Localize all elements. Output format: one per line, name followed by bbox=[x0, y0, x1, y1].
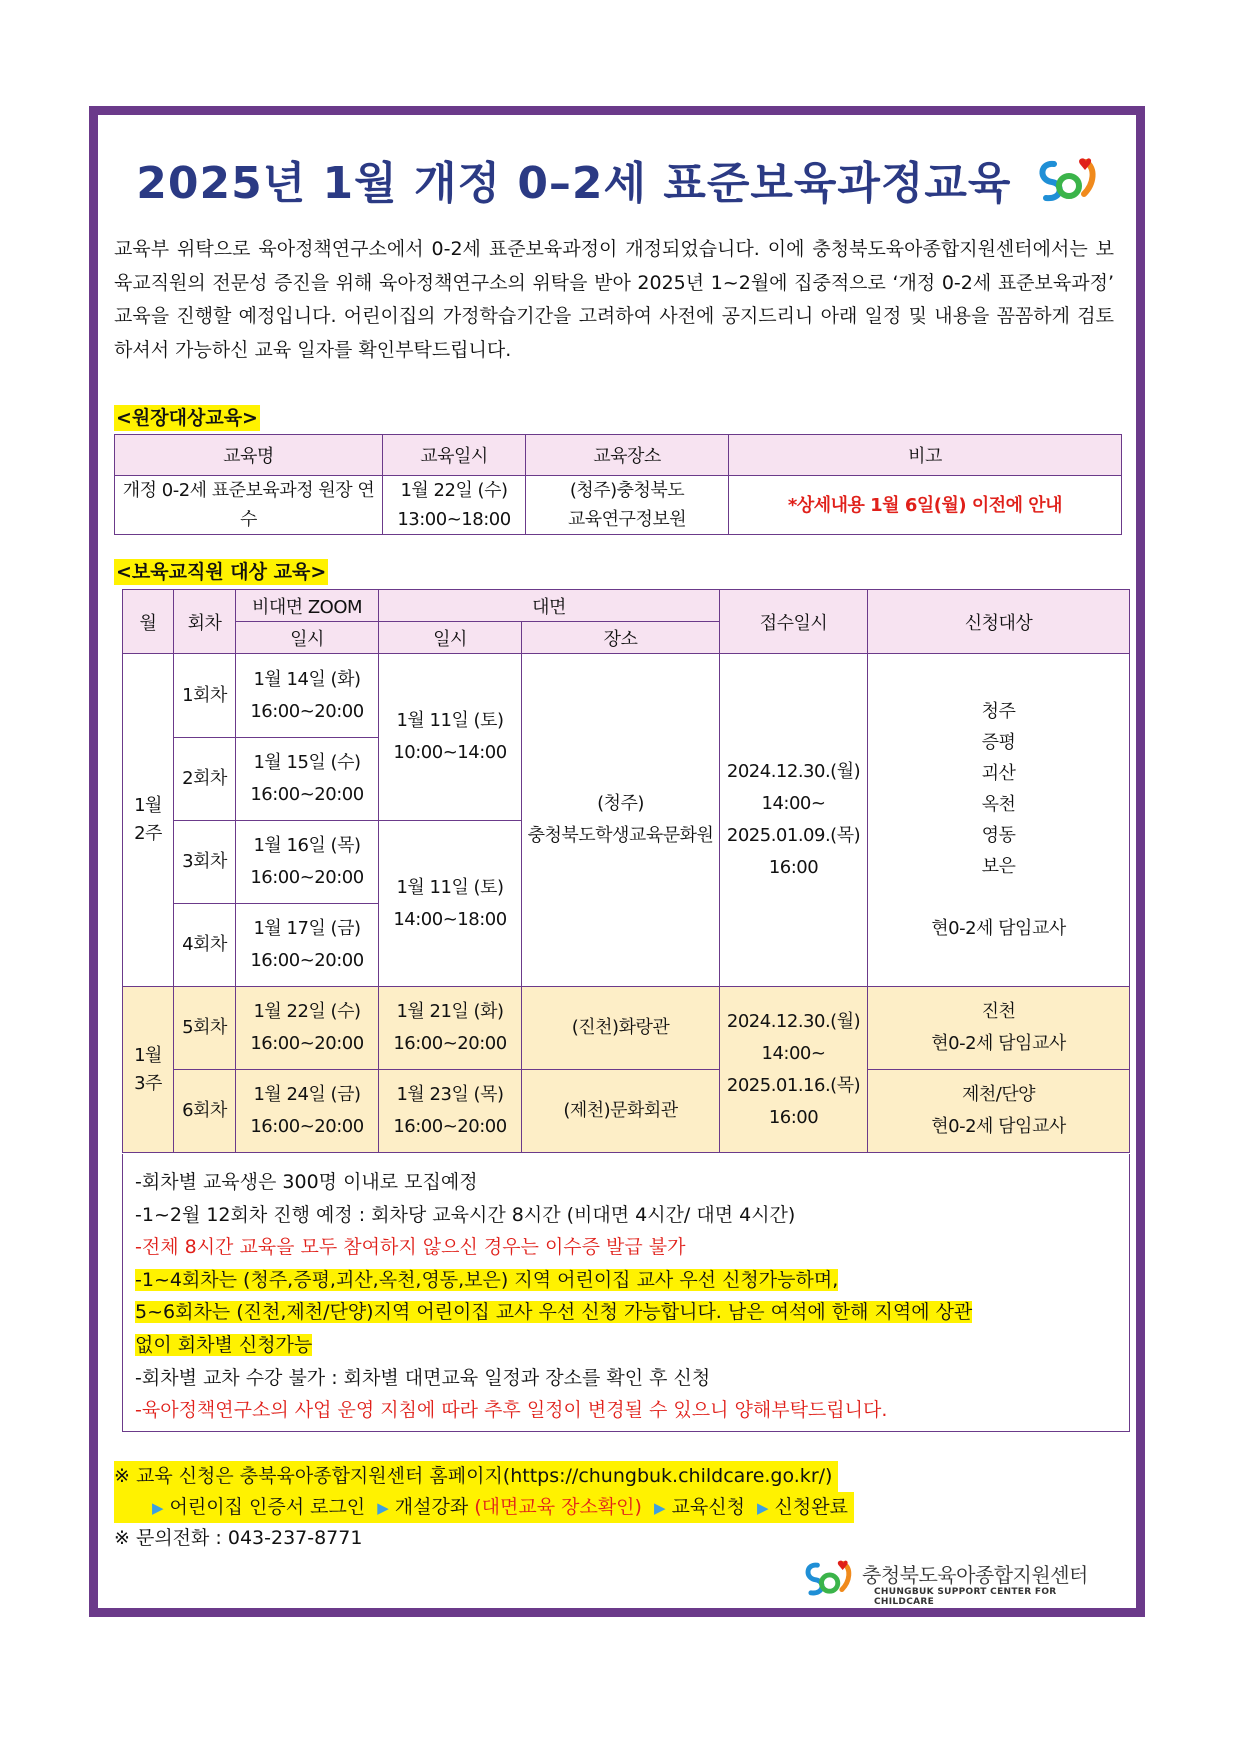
zoom-datetime bbox=[236, 738, 379, 821]
offline-datetime bbox=[379, 987, 522, 1070]
course-name: 개정 0-2세 표준보육과정 원장 연수 bbox=[115, 476, 383, 535]
offline-place-line: 충청북도학생교육문화원 bbox=[527, 825, 714, 846]
target-line: 현0-2세 담임교사 bbox=[931, 1116, 1066, 1137]
arrow-right-icon: ▶ bbox=[653, 1498, 666, 1517]
round-cell: 2회차 bbox=[174, 738, 236, 821]
round-cell: 3회차 bbox=[174, 821, 236, 904]
staff-section-label: <보육교직원 대상 교육> bbox=[116, 561, 327, 583]
reg-line: 16:00 bbox=[768, 857, 819, 878]
zoom-datetime bbox=[236, 654, 379, 738]
page-frame bbox=[89, 106, 1145, 1617]
target-header: 신청대상 bbox=[868, 590, 1130, 654]
step-label: 교육신청 bbox=[671, 1495, 745, 1518]
target-regions bbox=[868, 654, 1130, 987]
registration-period bbox=[720, 987, 868, 1153]
notes-box bbox=[122, 1154, 1130, 1432]
arrow-right-icon: ▶ bbox=[377, 1498, 389, 1517]
col-header: 교육명 bbox=[115, 435, 383, 476]
zoom-header: 비대면 ZOOM bbox=[236, 590, 379, 622]
zoom-date: 1월 14일 (화) bbox=[253, 668, 361, 690]
director-table bbox=[114, 434, 1122, 535]
note-line: -육아정책연구소의 사업 운영 지침에 따라 추후 일정이 변경될 수 있으니 양해부탁드립니다. bbox=[135, 1399, 888, 1422]
target-regions bbox=[868, 1070, 1130, 1153]
reg-line: 2025.01.16.(목) bbox=[726, 1074, 861, 1096]
zoom-time: 16:00~20:00 bbox=[250, 867, 364, 888]
target-line: 옥천 bbox=[981, 794, 1016, 815]
registration-header: 접수일시 bbox=[720, 590, 868, 654]
round-cell: 6회차 bbox=[174, 1070, 236, 1153]
target-line: 증평 bbox=[981, 732, 1016, 753]
zoom-date: 1월 17일 (금) bbox=[253, 918, 361, 939]
zoom-date: 1월 22일 (수) bbox=[253, 1001, 361, 1022]
col-header: 교육일시 bbox=[383, 435, 526, 476]
application-line: ※ 교육 신청은 충북육아종합지원센터 홈페이지(https://chungbuk.childcare.go.kr/) bbox=[114, 1461, 838, 1492]
col-header: 비고 bbox=[729, 435, 1122, 476]
zoom-datetime bbox=[236, 1070, 379, 1153]
zoom-time: 16:00~20:00 bbox=[250, 784, 364, 805]
offline-date: 1월 21일 (화) bbox=[396, 1001, 504, 1022]
zoom-date: 1월 16일 (목) bbox=[253, 835, 361, 856]
offline-place: (진천)화랑관 bbox=[522, 987, 720, 1070]
page-title bbox=[98, 147, 1136, 219]
target-line: 제천/단양 bbox=[961, 1084, 1036, 1105]
target-line: 괴산 bbox=[981, 763, 1016, 784]
center-logo-icon bbox=[1036, 154, 1098, 219]
round-cell: 1회차 bbox=[174, 654, 236, 738]
note-line: -1~2월 12회차 진행 예정 : 회차당 교육시간 8시간 (비대면 4시간/ 대면 4시간) bbox=[135, 1203, 796, 1226]
target-regions bbox=[868, 987, 1130, 1070]
director-section-label: <원장대상교육> bbox=[116, 407, 258, 429]
week-number: 2주 bbox=[134, 823, 162, 844]
step-label: 신청완료 bbox=[774, 1495, 848, 1518]
zoom-datetime bbox=[236, 987, 379, 1070]
target-line: 현0-2세 담임교사 bbox=[931, 1033, 1066, 1054]
staff-schedule-table bbox=[122, 589, 1130, 1153]
table-row bbox=[123, 987, 1130, 1070]
footer-logo bbox=[800, 1557, 1100, 1605]
zoom-time: 16:00~20:00 bbox=[250, 1033, 364, 1054]
reg-line: 2025.01.09.(목) bbox=[726, 825, 861, 846]
note-line: -1~4회차는 (청주,증평,괴산,옥천,영동,보은) 지역 어린이집 교사 우선 신청가능하며, bbox=[135, 1268, 839, 1291]
arrow-right-icon: ▶ bbox=[152, 1498, 164, 1517]
reg-line: 2024.12.30.(월) bbox=[726, 761, 861, 782]
round-cell: 5회차 bbox=[174, 987, 236, 1070]
target-line bbox=[868, 882, 1129, 913]
week-month: 1월 bbox=[134, 795, 162, 816]
course-datetime bbox=[383, 476, 526, 535]
month-header: 월 bbox=[123, 590, 174, 654]
table-row bbox=[123, 654, 1130, 738]
note-line: -전체 8시간 교육을 모두 참여하지 않으신 경우는 이수증 발급 불가 bbox=[135, 1236, 686, 1259]
application-info bbox=[114, 1461, 1014, 1554]
course-date: 1월 22일 (수) bbox=[400, 480, 508, 501]
table-row bbox=[115, 476, 1122, 535]
application-steps bbox=[114, 1492, 854, 1524]
course-note: *상세내용 1월 6일(월) 이전에 안내 bbox=[729, 476, 1122, 535]
offline-date: 1월 11일 (토) bbox=[396, 710, 504, 731]
offline-time: 16:00~20:00 bbox=[393, 1116, 507, 1137]
offline-header: 대면 bbox=[379, 590, 720, 622]
reg-line: 14:00~ bbox=[761, 793, 826, 814]
note-line: 5~6회차는 (진천,제천/단양)지역 어린이집 교사 우선 신청 가능합니다. 남은 여석에 한해 지역에 상관 bbox=[135, 1301, 973, 1324]
step-label: 어린이집 인증서 로그인 bbox=[169, 1495, 366, 1518]
round-header: 회차 bbox=[174, 590, 236, 654]
note-line: -회차별 교육생은 300명 이내로 모집예정 bbox=[135, 1171, 478, 1193]
col-header: 교육장소 bbox=[526, 435, 729, 476]
arrow-right-icon: ▶ bbox=[757, 1498, 769, 1517]
offline-datetime bbox=[379, 1070, 522, 1153]
course-place-line: (청주)충청북도 bbox=[569, 480, 685, 501]
course-place bbox=[526, 476, 729, 535]
round-cell: 4회차 bbox=[174, 904, 236, 987]
offline-datetime bbox=[379, 654, 522, 821]
offline-place-line: (청주) bbox=[597, 793, 644, 814]
target-line: 현0-2세 담임교사 bbox=[931, 918, 1066, 939]
zoom-datetime bbox=[236, 904, 379, 987]
week-label bbox=[123, 654, 174, 987]
offline-place: (제천)문화회관 bbox=[522, 1070, 720, 1153]
org-name: 충청북도육아종합지원센터 bbox=[862, 1563, 1088, 1587]
target-line: 보은 bbox=[981, 856, 1016, 877]
zoom-date: 1월 24일 (금) bbox=[253, 1084, 361, 1105]
reg-line: 2024.12.30.(월) bbox=[726, 1010, 861, 1032]
target-line: 청주 bbox=[981, 701, 1016, 722]
registration-period bbox=[720, 654, 868, 987]
offline-place-header: 장소 bbox=[522, 622, 720, 654]
org-name-english: CHUNGBUK SUPPORT CENTER FOR CHILDCARE bbox=[874, 1587, 1057, 1607]
intro-paragraph: 교육부 위탁으로 육아정책연구소에서 0-2세 표준보육과정이 개정되었습니다. 이에 충청북도육아종합지원센터에서는 보육교직원의 전문성 증진을 위해 육아정책연구소의 위탁을 받아 2025년 1~2월에 집중적으로 ‘개정 0-2세 표준보육과정’ 교육을 진행할 예정입니다. 어린이집의 가정학습기간을 고려하여 사전에 공지드리니 아래 일정 및 내용을 꼼꼼하게 검토하셔서 가능하신 교육 일자를 확인부탁드립니다. bbox=[114, 238, 1114, 361]
zoom-datetime bbox=[236, 821, 379, 904]
zoom-time: 16:00~20:00 bbox=[250, 700, 364, 722]
zoom-date: 1월 15일 (수) bbox=[253, 752, 361, 773]
title-text: 2025년 1월 개정 0–2세 표준보육과정교육 bbox=[136, 158, 1012, 209]
note-line: -회차별 교차 수강 불가 : 회차별 대면교육 일정과 장소를 확인 후 신청 bbox=[135, 1366, 711, 1389]
target-line: 진천 bbox=[981, 1001, 1016, 1022]
table-row bbox=[123, 1070, 1130, 1153]
week-number: 3주 bbox=[134, 1072, 162, 1094]
step-note: (대면교육 장소확인) bbox=[474, 1495, 642, 1518]
reg-line: 16:00 bbox=[768, 1106, 819, 1128]
step-label: 개설강좌 bbox=[394, 1495, 469, 1518]
zoom-time: 16:00~20:00 bbox=[250, 950, 364, 971]
offline-time: 14:00~18:00 bbox=[393, 908, 507, 930]
offline-datetime bbox=[379, 821, 522, 987]
offline-date: 1월 11일 (토) bbox=[396, 876, 504, 898]
offline-time: 10:00~14:00 bbox=[393, 742, 507, 763]
offline-place bbox=[522, 654, 720, 987]
offline-date-header: 일시 bbox=[379, 622, 522, 654]
week-month: 1월 bbox=[134, 1044, 162, 1066]
course-time: 13:00~18:00 bbox=[397, 509, 511, 530]
target-line: 영동 bbox=[981, 825, 1016, 846]
offline-date: 1월 23일 (목) bbox=[396, 1084, 504, 1105]
course-place-line: 교육연구정보원 bbox=[567, 509, 687, 530]
contact-phone: ※ 문의전화 : 043-237-8771 bbox=[114, 1527, 363, 1549]
note-line: 없이 회차별 신청가능 bbox=[135, 1333, 313, 1356]
offline-time: 16:00~20:00 bbox=[393, 1033, 507, 1054]
center-logo-icon bbox=[800, 1557, 856, 1601]
week-label bbox=[123, 987, 174, 1153]
reg-line: 14:00~ bbox=[761, 1042, 826, 1064]
zoom-date-header: 일시 bbox=[236, 622, 379, 654]
zoom-time: 16:00~20:00 bbox=[250, 1116, 364, 1137]
